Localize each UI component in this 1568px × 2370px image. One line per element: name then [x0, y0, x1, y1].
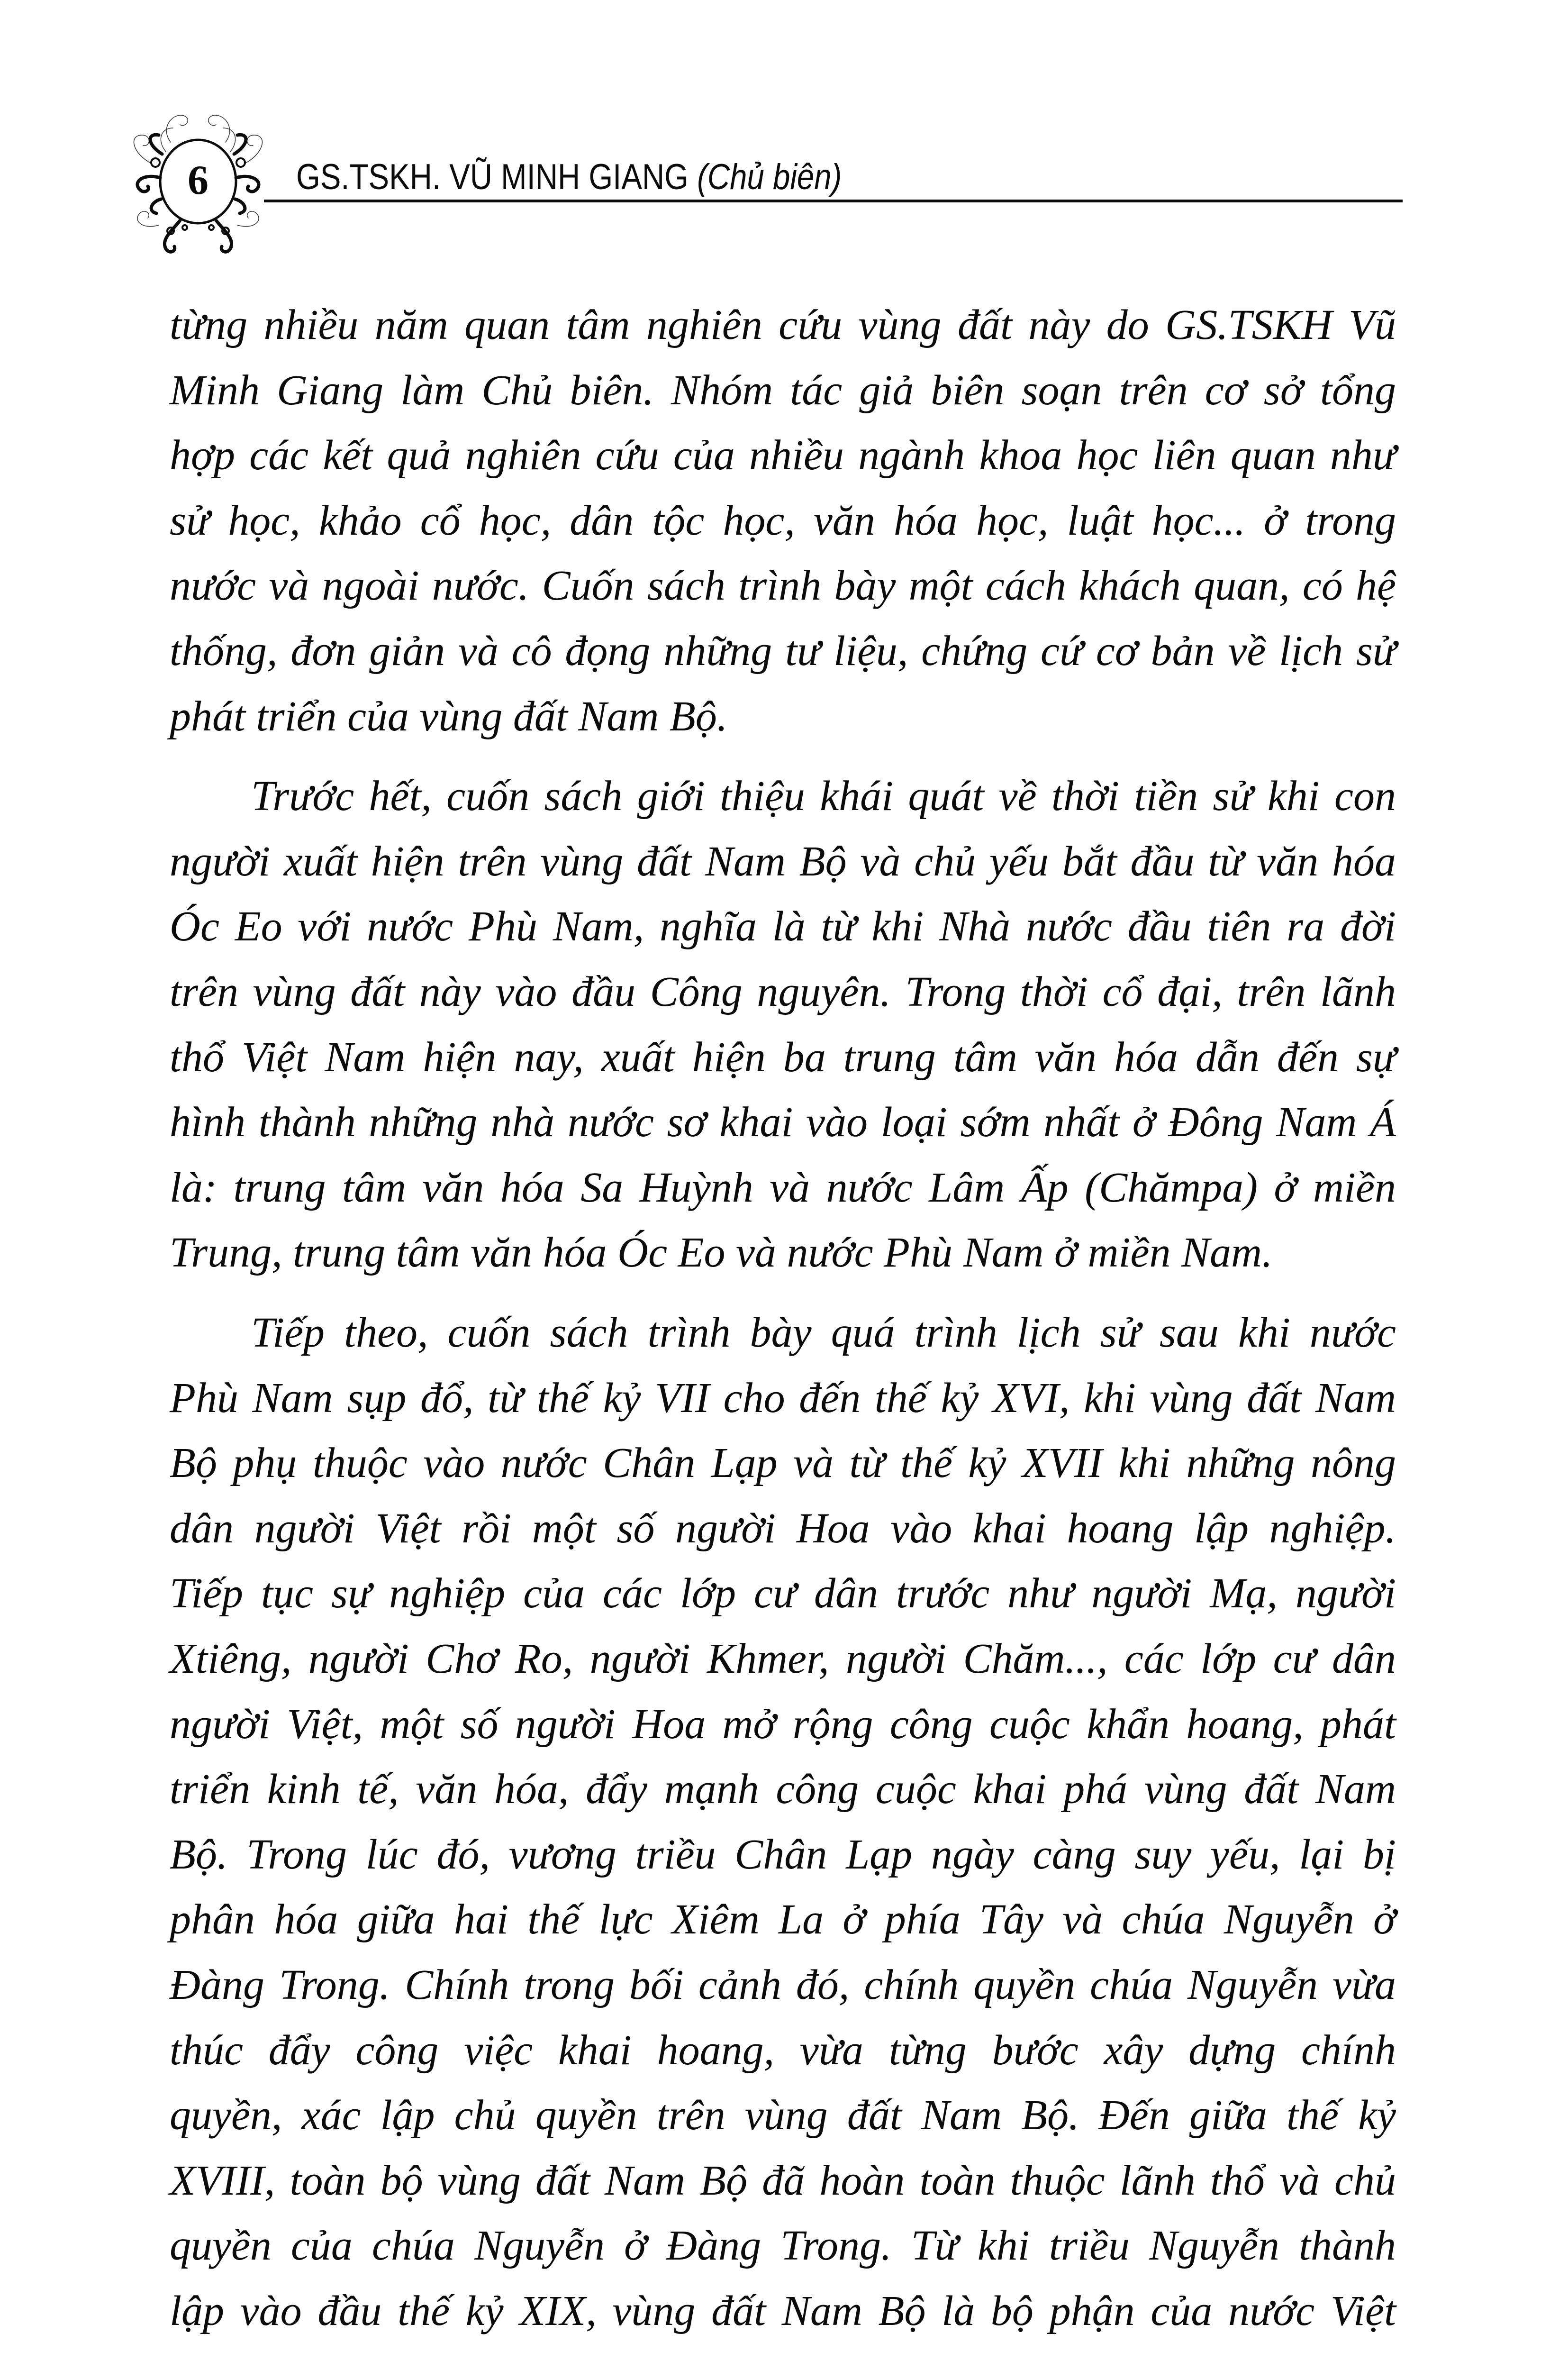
running-header [296, 158, 842, 196]
text-line: hợp các kết quả nghiên cứu của nhiều ngành khoa học liên quan như [170, 432, 1396, 479]
text-line: Bộ. Trong lúc đó, vương triều Chân Lạp ngày càng suy yếu, lại bị [170, 1831, 1396, 1878]
text-line: sử học, khảo cổ học, dân tộc học, văn hóa học, luật học... ở trong [170, 497, 1396, 544]
text-line: thống, đơn giản và cô đọng những tư liệu, chứng cứ cơ bản về lịch sử [170, 628, 1396, 675]
running-header-role: (Chủ biên) [697, 157, 842, 197]
text-line: nước và ngoài nước. Cuốn sách trình bày một cách khách quan, có hệ [170, 562, 1396, 610]
text-line: XVIII, toàn bộ vùng đất Nam Bộ đã hoàn toàn thuộc lãnh thổ và chủ [170, 2157, 1396, 2204]
text-line: Xtiêng, người Chơ Ro, người Khmer, người Chăm..., các lớp cư dân [170, 1635, 1396, 1682]
text-line: quyền của chúa Nguyễn ở Đàng Trong. Từ khi triều Nguyễn thành [170, 2222, 1396, 2270]
text-line: Phù Nam sụp đổ, từ thế kỷ VII cho đến thế kỷ XVI, khi vùng đất Nam [170, 1374, 1396, 1422]
text-line: Trung, trung tâm văn hóa Óc Eo và nước Phù Nam ở miền Nam. [170, 1229, 1273, 1276]
text-line: phân hóa giữa hai thế lực Xiêm La ở phía Tây và chúa Nguyễn ở [170, 1896, 1396, 1943]
text-line: triển kinh tế, văn hóa, đẩy mạnh công cuộc khai phá vùng đất Nam [170, 1766, 1396, 1813]
text-line: Trước hết, cuốn sách giới thiệu khái quát về thời tiền sử khi con [251, 773, 1396, 820]
text-line: thúc đẩy công việc khai hoang, vừa từng bước xây dựng chính [170, 2026, 1396, 2074]
text-line: thổ Việt Nam hiện nay, xuất hiện ba trung tâm văn hóa dẫn đến sự [170, 1033, 1396, 1081]
text-line: Bộ phụ thuộc vào nước Chân Lạp và từ thế kỷ XVII khi những nông [170, 1440, 1396, 1487]
text-line: Đàng Trong. Chính trong bối cảnh đó, chính quyền chúa Nguyễn vừa [170, 1961, 1396, 2008]
text-line: quyền, xác lập chủ quyền trên vùng đất Nam Bộ. Đến giữa thế kỷ [170, 2092, 1396, 2139]
text-line: hình thành những nhà nước sơ khai vào loại sớm nhất ở Đông Nam Á [170, 1099, 1396, 1146]
text-line: lập vào đầu thế kỷ XIX, vùng đất Nam Bộ là bộ phận của nước Việt [170, 2288, 1396, 2334]
text-line: Minh Giang làm Chủ biên. Nhóm tác giả biên soạn trên cơ sở tổng [170, 366, 1396, 414]
text-line: Tiếp tục sự nghiệp của các lớp cư dân trước như người Mạ, người [170, 1570, 1396, 1617]
running-header-author: GS.TSKH. VŨ MINH GIANG [296, 157, 689, 197]
header-rule [264, 200, 1403, 202]
text-line: phát triển của vùng đất Nam Bộ. [170, 693, 728, 740]
text-line: người Việt, một số người Hoa mở rộng công cuộc khẩn hoang, phát [170, 1700, 1396, 1748]
text-line: dân người Việt rồi một số người Hoa vào khai hoang lập nghiệp. [170, 1504, 1396, 1552]
text-line: người xuất hiện trên vùng đất Nam Bộ và chủ yếu bắt đầu từ văn hóa [170, 838, 1396, 885]
text-line: trên vùng đất này vào đầu Công nguyên. Trong thời cổ đại, trên lãnh [170, 968, 1396, 1015]
text-line: Tiếp theo, cuốn sách trình bày quá trình lịch sử sau khi nước [251, 1309, 1396, 1356]
text-line: là: trung tâm văn hóa Sa Huỳnh và nước Lâm Ấp (Chămpa) ở miền [170, 1164, 1396, 1211]
page-number: 6 [188, 157, 208, 203]
text-line: Óc Eo với nước Phù Nam, nghĩa là từ khi Nhà nước đầu tiên ra đời [170, 903, 1396, 950]
text-line: từng nhiều năm quan tâm nghiên cứu vùng đất này do GS.TSKH Vũ [170, 301, 1396, 348]
